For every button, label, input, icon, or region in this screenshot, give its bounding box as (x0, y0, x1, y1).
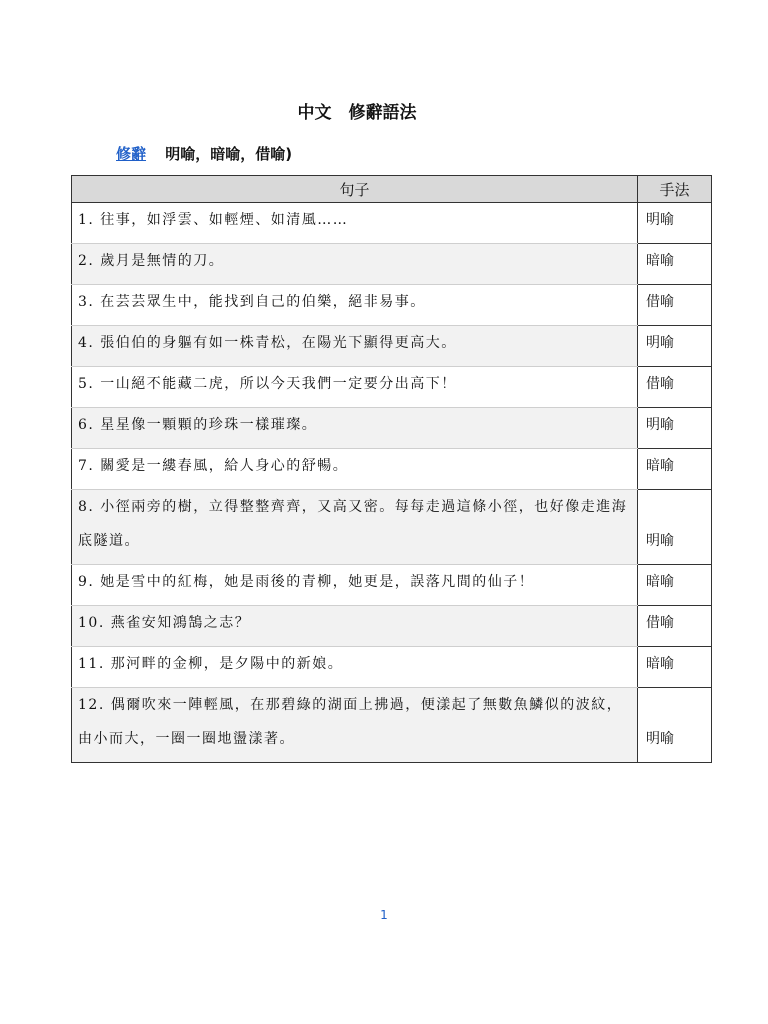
device-cell: 明喻 (638, 490, 712, 565)
table-row (72, 203, 712, 244)
sentence-cell: 4. 張伯伯的身軀有如一株青松，在陽光下顯得更高大。 (72, 326, 638, 367)
table-row (72, 490, 712, 565)
sentence-cell: 8. 小徑兩旁的樹，立得整整齊齊，又高又密。每每走過這條小徑，也好像走進海底隧道。 (72, 490, 638, 565)
table-row (72, 244, 712, 285)
table-row (72, 688, 712, 763)
table-row (72, 565, 712, 606)
header-sentence: 句子 (72, 176, 638, 203)
device-cell: 明喻 (638, 688, 712, 763)
device-cell: 暗喻 (638, 449, 712, 490)
table-row (72, 449, 712, 490)
sentence-cell: 1. 往事，如浮雲、如輕煙、如清風…… (72, 203, 638, 244)
sentence-cell: 12. 偶爾吹來一陣輕風，在那碧綠的湖面上拂過，便漾起了無數魚鱗似的波紋，由小而大，一圈一圈地盪漾著。 (72, 688, 638, 763)
device-cell: 暗喻 (638, 647, 712, 688)
header-device: 手法 (638, 176, 712, 203)
sentence-cell: 3. 在芸芸眾生中，能找到自己的伯樂，絕非易事。 (72, 285, 638, 326)
subtitle (116, 143, 292, 164)
device-cell: 明喻 (638, 326, 712, 367)
table-row (72, 326, 712, 367)
sentence-cell: 10. 燕雀安知鴻鵠之志？ (72, 606, 638, 647)
device-cell: 暗喻 (638, 244, 712, 285)
table-row (72, 606, 712, 647)
device-cell: 暗喻 (638, 565, 712, 606)
page-number: 1 (380, 908, 388, 922)
rhetoric-link[interactable]: 修辭 (116, 145, 147, 163)
table-row (72, 408, 712, 449)
sentence-cell: 6. 星星像一顆顆的珍珠一樣璀璨。 (72, 408, 638, 449)
sentence-cell: 2. 歲月是無情的刀。 (72, 244, 638, 285)
sentence-cell: 9. 她是雪中的紅梅，她是雨後的青柳，她更是，誤落凡間的仙子！ (72, 565, 638, 606)
device-cell: 明喻 (638, 203, 712, 244)
table-row (72, 285, 712, 326)
device-cell: 明喻 (638, 408, 712, 449)
sentence-cell: 11. 那河畔的金柳，是夕陽中的新娘。 (72, 647, 638, 688)
subtitle-text: 明喻，暗喻，借喻) (165, 145, 293, 163)
sentence-cell: 5. 一山絕不能藏二虎，所以今天我們一定要分出高下！ (72, 367, 638, 408)
rhetoric-table (71, 175, 712, 763)
device-cell: 借喻 (638, 285, 712, 326)
sentence-cell: 7. 關愛是一縷春風，給人身心的舒暢。 (72, 449, 638, 490)
table-header-row (72, 176, 712, 203)
table-row (72, 367, 712, 408)
page-title: 中文 修辭語法 (297, 103, 417, 123)
device-cell: 借喻 (638, 606, 712, 647)
table-row (72, 647, 712, 688)
device-cell: 借喻 (638, 367, 712, 408)
